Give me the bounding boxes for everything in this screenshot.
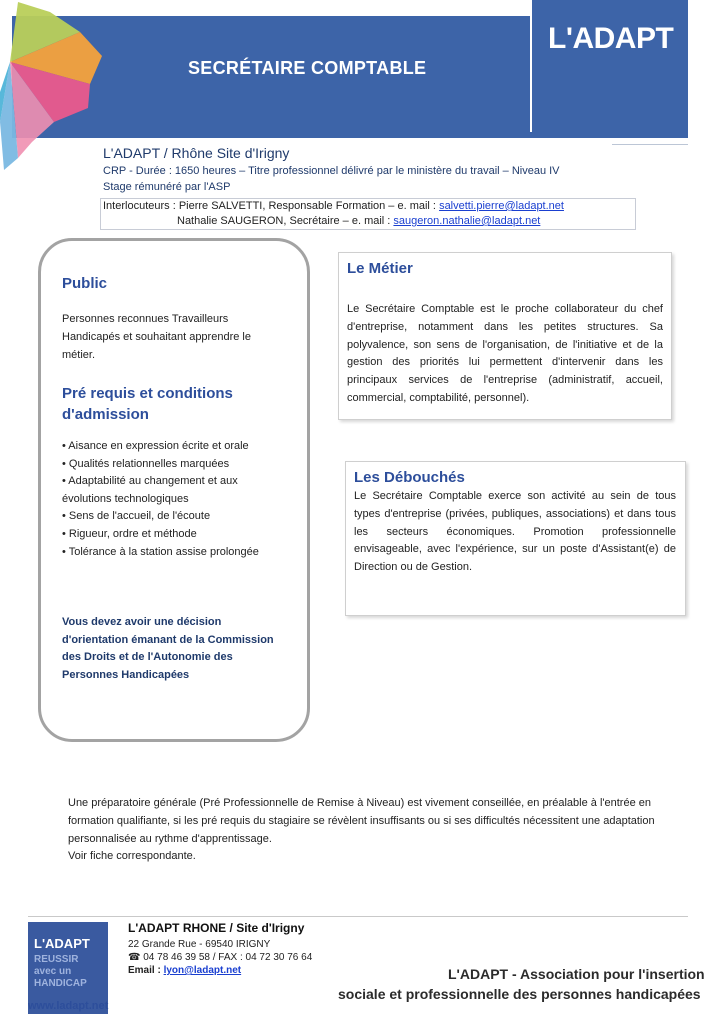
debouches-box xyxy=(345,461,686,616)
preparatory-note xyxy=(68,795,668,866)
metier-heading: Le Métier xyxy=(347,260,413,277)
footer-email-link[interactable]: lyon@ladapt.net xyxy=(163,965,242,976)
footer-logo-tagline: avec un xyxy=(34,966,72,977)
metier-box xyxy=(338,252,672,420)
prereq-heading-line: d'admission xyxy=(62,406,149,423)
contact-1-email-link[interactable]: salvetti.pierre@ladapt.net xyxy=(439,200,564,212)
list-item: • Sens de l'accueil, de l'écoute xyxy=(62,510,211,523)
debouches-text: Le Secrétaire Comptable exerce son activité au sein de tous types d'entreprise (privées, publiques, associations) et dans tous les secteurs économiques. Promotion professionnelle envisageable, avec l'expérience, sur un poste d'Assistant(e) de Direction ou de Gestion. xyxy=(354,490,676,574)
public-heading: Public xyxy=(62,275,108,292)
public-text xyxy=(62,310,282,364)
note-line: Personnes Handicapées xyxy=(62,668,190,681)
header-divider xyxy=(612,144,688,145)
course-payment: Stage rémunéré par l'ASP xyxy=(103,181,231,193)
contact-2-email-link[interactable]: saugeron.nathalie@ladapt.net xyxy=(393,215,541,227)
course-duration: CRP - Durée : 1650 heures – Titre professionnel délivré par le ministère du travail – Niveau IV xyxy=(103,165,560,177)
site-name: L'ADAPT / Rhône Site d'Irigny xyxy=(103,145,290,161)
preparatory-text: Une préparatoire générale (Pré Professionnelle de Remise à Niveau) est vivement conseillée, en préalable à l'entrée en formation qualifiante, si les pré requis du stagiaire se révèlent insuffisants ou si ses difficultés nécessitent une adaptation personnalisée au rythme d'apprentissage. xyxy=(68,797,655,845)
prereq-heading xyxy=(62,383,233,425)
note-line: Vous devez avoir une décision xyxy=(62,616,222,628)
list-item: • Tolérance à la station assise prolongée xyxy=(62,545,259,558)
contact-line-2 xyxy=(177,215,540,227)
footer-logo-tagline: HANDICAP xyxy=(34,978,87,989)
contact-1-label: Interlocuteurs : Pierre SALVETTI, Responsable Formation – e. mail : xyxy=(103,200,440,212)
footer-site-name: L'ADAPT RHONE / Site d'Irigny xyxy=(128,921,305,935)
metier-text: Le Secrétaire Comptable est le proche collaborateur du chef d'entreprise, notamment dans les petites structures. Sa polyvalence, son sens de l'organisation, de l'initiative et de la gestion des priorités lui permettent d'intervenir dans les principaux services de l'entreprise (administratif, accueil, commercial, comptabilité, personnel). xyxy=(347,303,663,404)
page-title: SECRÉTAIRE COMPTABLE xyxy=(188,58,427,78)
flower-logo-icon xyxy=(0,0,120,180)
list-item: • Rigueur, ordre et méthode xyxy=(62,527,197,540)
public-line: Personnes reconnues Travailleurs xyxy=(62,313,229,325)
contact-line-1 xyxy=(103,200,564,212)
public-line: Handicapés et souhaitant apprendre le xyxy=(62,331,251,343)
association-tagline-1: L'ADAPT - Association pour l'insertion xyxy=(448,966,705,982)
footer-email-label: Email : xyxy=(128,965,164,976)
list-item: • Aisance en expression écrite et orale xyxy=(62,440,249,452)
contact-2-label: Nathalie SAUGERON, Secrétaire – e. mail : xyxy=(177,215,394,227)
footer-divider xyxy=(28,916,688,917)
footer-address: 22 Grande Rue - 69540 IRIGNY xyxy=(128,939,271,950)
prereq-heading-line: Pré requis et conditions xyxy=(62,385,233,402)
list-item: • Qualités relationnelles marquées xyxy=(62,457,230,470)
prereq-list xyxy=(62,438,302,561)
association-tagline-2: sociale et professionnelle des personnes handicapées xyxy=(338,986,701,1002)
debouches-heading: Les Débouchés xyxy=(354,469,465,486)
header-logo: L'ADAPT xyxy=(548,22,674,55)
header-logo-box xyxy=(530,0,688,132)
list-item: évolutions technologiques xyxy=(62,492,189,505)
footer-email xyxy=(128,965,241,976)
public-line: métier. xyxy=(62,349,96,361)
orientation-note xyxy=(62,614,292,684)
footer-logo-text: L'ADAPT xyxy=(34,936,90,951)
note-line: des Droits et de l'Autonomie des xyxy=(62,651,233,663)
website-link[interactable]: www.ladapt.net xyxy=(28,1000,109,1012)
see-sheet-text: Voir fiche correspondante. xyxy=(68,850,196,863)
footer-logo-tagline: REUSSIR xyxy=(34,954,79,965)
contacts-box xyxy=(100,198,636,230)
note-line: d'orientation émanant de la Commission xyxy=(62,633,274,646)
footer-phone: ☎ 04 78 46 39 58 / FAX : 04 72 30 76 64 xyxy=(128,952,313,963)
list-item: • Adaptabilité au changement et aux xyxy=(62,475,238,488)
